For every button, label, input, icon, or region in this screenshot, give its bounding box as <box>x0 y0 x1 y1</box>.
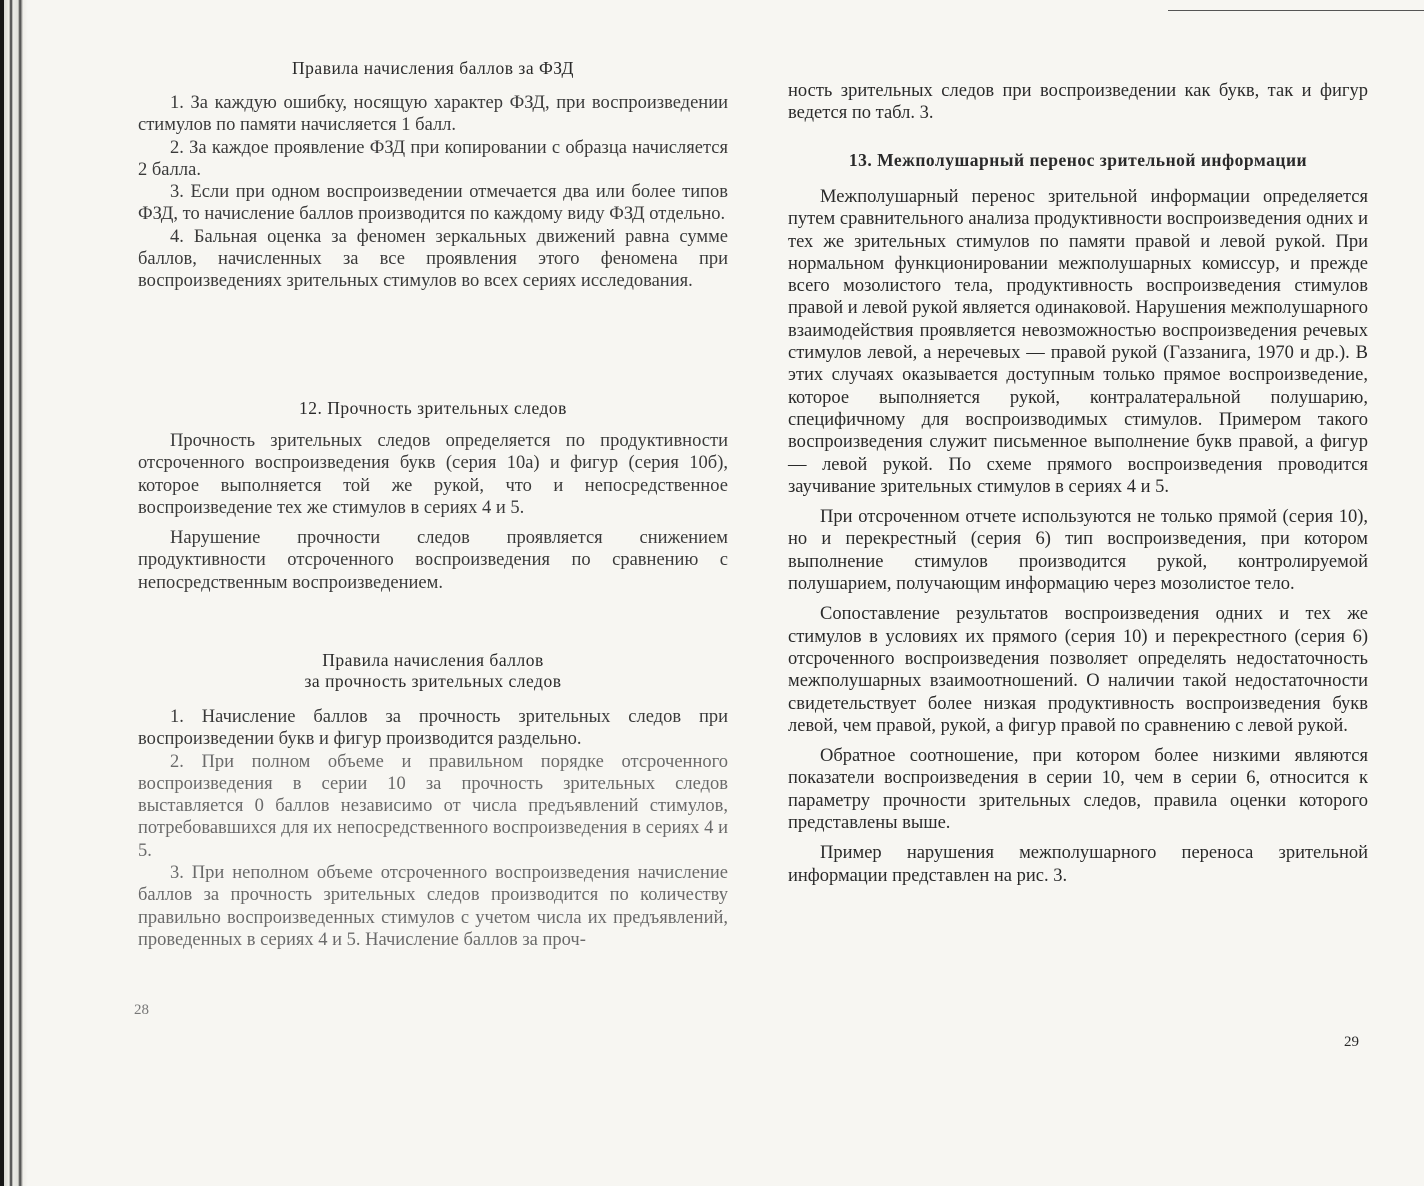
book-gutter <box>0 0 28 1186</box>
section-12-body <box>138 430 728 594</box>
section-12-paragraph-1: Прочность зрительных следов определяется по продуктивности отсроченного воспроизведения букв (серия 10а) и фигур (серия 10б), которое выполняется той же рукой, что и непосредственное воспроизведение тех же стимулов в сериях 4 и 5. <box>138 431 728 518</box>
top-rule <box>1168 10 1424 11</box>
rules-fzd-block <box>138 92 728 293</box>
section-12-title: 12. Прочность зрительных следов <box>299 398 567 418</box>
rule-fzd-2: 2. За каждое проявление ФЗД при копировании с образца начисляется 2 балла. <box>138 137 728 180</box>
section-13-paragraph-3: Сопоставление результатов воспроизведения одних и тех же стимулов в условиях их прямого (серия 10) и перекрестного (серия 6) отсроченного воспроизведения позволяет определять недостаточность межполушарных взаимоотношений. О наличии такой недостаточности свидетельствует более низкая продуктивность воспроизведения букв левой, чем правой, рукой, а фигур правой по сравнению с левой рукой. <box>788 604 1368 736</box>
heading-rules-strength <box>138 650 728 692</box>
section-13-paragraph-5: Пример нарушения межполушарного переноса зрительной информации представлен на рис. 3. <box>788 843 1368 886</box>
page-number-left: 28 <box>134 1002 149 1018</box>
heading-rules-strength-line2: за прочность зрительных следов <box>304 671 562 691</box>
continuation-text: ность зрительных следов при воспроизведении как букв, так и фигур ведется по табл. 3. <box>788 81 1368 124</box>
section-13-paragraph-2: При отсроченном отчете используются не только прямой (серия 10), но и перекрестный (серия 6) тип воспроизведения, при котором выполнение стимулов производится рукой, контролируемой полушарием, получающим информацию через мозолистое тело. <box>788 507 1368 595</box>
rules-strength-block <box>138 706 728 951</box>
rule-strength-1: 1. Начисление баллов за прочность зрительных следов при воспроизведении букв и фигур производится раздельно. <box>138 707 728 750</box>
rule-fzd-1: 1. За каждую ошибку, носящую характер ФЗД, при воспроизведении стимулов по памяти начисляется 1 балл. <box>138 93 728 136</box>
section-13-body <box>788 186 1368 887</box>
section-13-title: 13. Межполушарный перенос зрительной информации <box>848 150 1308 170</box>
rule-fzd-4: 4. Бальная оценка за феномен зеркальных движений равна сумме баллов, начисленных за все проявления этого феномена при воспроизведениях зрительных стимулов во всех сериях исследования. <box>138 226 728 292</box>
section-13-paragraph-4: Обратное соотношение, при котором более низкими являются показатели воспроизведения в серии 10, чем в серии 6, относится к параметру прочности зрительных следов, правила оценки которого представлены выше. <box>788 746 1368 834</box>
heading-rules-fzd: Правила начисления баллов за ФЗД <box>292 58 574 78</box>
rule-strength-2: 2. При полном объеме и правильном порядке отсроченного воспроизведения в серии 10 за прочность зрительных следов выставляется 0 баллов независимо от числа предъявлений стимулов, потребовавшихся для их непосредственного воспроизведения в сериях 4 и 5. <box>138 751 728 861</box>
section-12-paragraph-2: Нарушение прочности следов проявляется снижением продуктивности отсроченного воспроизведения по сравнению с непосредственным воспроизведением. <box>138 528 728 593</box>
rule-strength-3: 3. При неполном объеме отсроченного воспроизведения начисление баллов за прочность зрительных следов производится по количеству правильно воспроизведенных стимулов с учетом числа их предъявлений, проведенных в сериях 4 и 5. Начисление баллов за проч- <box>138 863 728 950</box>
heading-rules-strength-line1: Правила начисления баллов <box>322 650 544 670</box>
page-number-right: 29 <box>1344 1034 1359 1050</box>
rule-fzd-3: 3. Если при одном воспроизведении отмечается два или более типов ФЗД, то начисление баллов производится по каждому виду ФЗД отдельно. <box>138 182 728 225</box>
section-13-paragraph-1: Межполушарный перенос зрительной информации определяется путем сравнительного анализа продуктивности воспроизведения одних и тех же зрительных стимулов по памяти правой и левой рукой. При нормальном функционировании межполушарных комиссур, и прежде всего мозолистого тела, продуктивность воспроизведения стимулов правой и левой рукой является одинаковой. Нарушения межполушарного взаимодействия проявляется невозможностью воспроизведения речевых стимулов левой, а неречевых — правой рукой (Газзанига, 1970 и др.). В этих случаях оказывается доступным только прямое воспроизведение, которое выполняется рукой, контралатеральной полушарию, специфичному для воспроизводимых стимулов. Примером такого воспроизведения служит письменное выполнение букв правой, а фигур — левой рукой. По схеме прямого воспроизведения проводится заучивание зрительных стимулов в сериях 4 и 5. <box>788 187 1368 497</box>
